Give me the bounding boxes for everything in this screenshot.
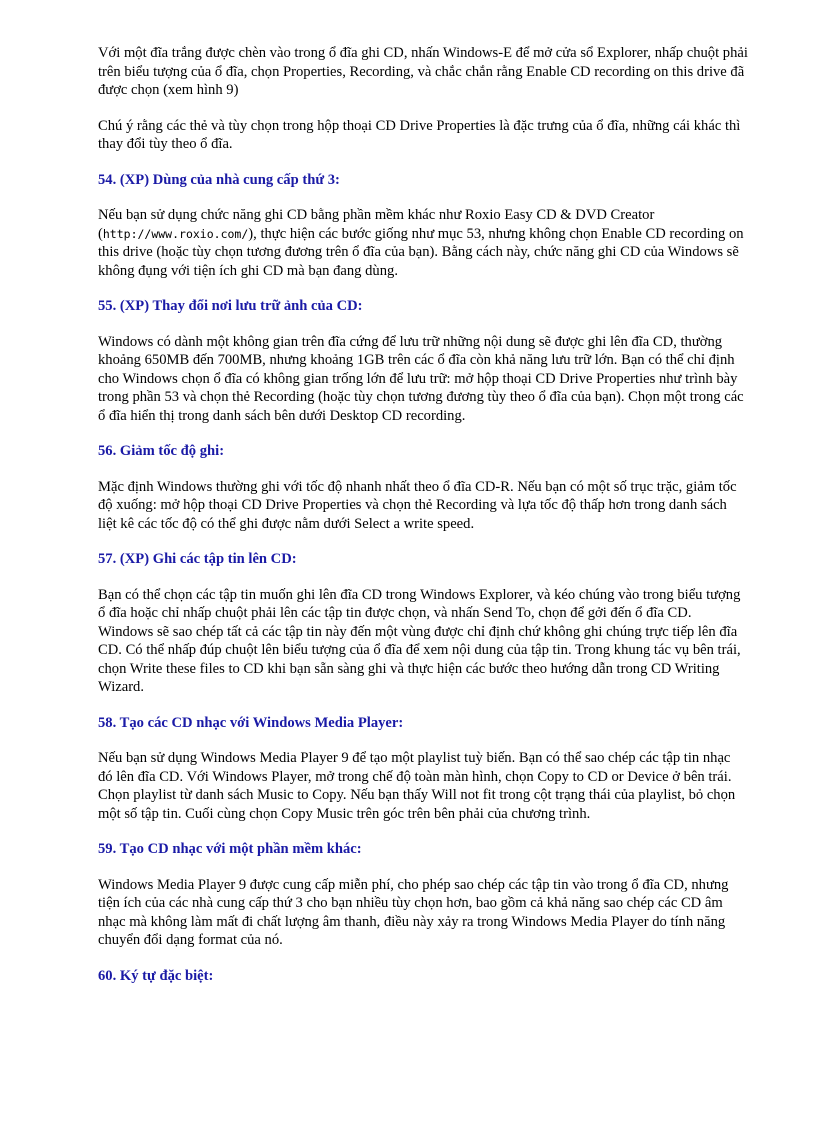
section-60-heading: 60. Ký tự đặc biệt: bbox=[98, 967, 214, 984]
section-54-text-before-link: Nếu bạn sử dụng chức năng ghi CD bằng phần mềm khác như Roxio Easy CD & DVD Creator ( bbox=[98, 207, 655, 242]
section-59-heading: 59. Tạo CD nhạc với một phần mềm khác: bbox=[98, 841, 362, 857]
section-54-body bbox=[98, 206, 748, 280]
section-54-text-after-link: ), thực hiện các bước giống như mục 53, nhưng không chọn Enable CD recording on this drive (hoặc tùy chọn tương đương trên ổ đĩa của bạn). Bằng cách này, chức năng ghi CD của Windows sẽ không đụng với tiện ích ghi CD mà bạn đang dùng. bbox=[98, 225, 744, 279]
section-55-body: Windows có dành một không gian trên đĩa cứng để lưu trữ những nội dung sẽ được ghi lên đĩa CD, thường khoảng 650MB đến 700MB, nhưng khoảng 1GB trên các ổ đĩa còn khả năng lưu trữ lớn. Bạn có thể chỉ định cho Windows chọn ổ đĩa có không gian trống lớn để lưu trữ: mở hộp thoại CD Drive Properties như trình bày trong phần 53 và chọn thẻ Recording (hoặc tùy chọn tương đương tùy theo ổ đĩa của bạn). Chọn một trong các ổ đĩa hiển thị trong danh sách bên dưới Desktop CD recording. bbox=[98, 333, 744, 424]
section-57-body: Bạn có thể chọn các tập tin muốn ghi lên đĩa CD trong Windows Explorer, và kéo chúng vào trong biểu tượng ổ đĩa hoặc chỉ nhấp chuột phải lên các tập tin được chọn, và nhấn Send To, chọn để gởi đến ổ đĩa CD. Windows sẽ sao chép tất cả các tập tin này đến một vùng được chỉ định chứ không ghi chúng trực tiếp lên đĩa CD. Có thể nhấp đúp chuột lên biểu tượng của ổ đĩa để xem nội dung của tập tin. Trong khung tác vụ bên trái, chọn Write these files to CD khi bạn sẵn sàng ghi và thực hiện các bước theo hướng dẫn trong CD Writing Wizard. bbox=[98, 586, 741, 695]
section-54-heading: 54. (XP) Dùng của nhà cung cấp thứ 3: bbox=[98, 171, 340, 188]
roxio-url: http://www.roxio.com/ bbox=[102, 226, 249, 241]
section-56-body: Mặc định Windows thường ghi với tốc độ nhanh nhất theo ổ đĩa CD-R. Nếu bạn có một số trục trặc, giảm tốc độ xuống: mở hộp thoại CD Drive Properties và chọn thẻ Recording và lựa tốc độ thấp hơn trong danh sách liệt kê các tốc độ có thể ghi được nằm dưới Select a write speed. bbox=[98, 478, 737, 532]
section-58-body: Nếu bạn sử dụng Windows Media Player 9 để tạo một playlist tuỳ biến. Bạn có thể sao chép các tập tin nhạc đó lên đĩa CD. Với Windows Player, mở trong chế độ toàn màn hình, chọn Copy to CD or Device ở bên trái. Chọn playlist từ danh sách Music to Copy. Nếu bạn thấy Will not fit trong cột trạng thái của playlist, bỏ chọn một số tập tin. Cuối cùng chọn Copy Music trên góc trên bên phải của chương trình. bbox=[98, 750, 736, 822]
document-page bbox=[98, 44, 748, 1002]
intro-paragraph-2: Chú ý rằng các thẻ và tùy chọn trong hộp thoại CD Drive Properties là đặc trưng của ổ đĩa, những cái khác thì thay đổi tùy theo ổ đĩa. bbox=[98, 117, 741, 152]
section-56-heading: 56. Giảm tốc độ ghi: bbox=[98, 443, 225, 459]
section-59-body: Windows Media Player 9 được cung cấp miễn phí, cho phép sao chép các tập tin vào trong ổ đĩa CD, nhưng tiện ích của các nhà cung cấp thứ 3 cho bạn nhiều tùy chọn hơn, bao gồm cả khả năng sao chép các CD âm nhạc mà không làm mất đi chất lượng âm thanh, điều này xảy ra trong Windows Media Player do tính năng chuyển đổi dạng format của nó. bbox=[98, 876, 729, 948]
section-55-heading: 55. (XP) Thay đổi nơi lưu trữ ảnh của CD: bbox=[98, 298, 363, 314]
section-58-heading: 58. Tạo các CD nhạc với Windows Media Player: bbox=[98, 714, 404, 731]
section-57-heading: 57. (XP) Ghi các tập tin lên CD: bbox=[98, 551, 297, 567]
intro-paragraph-1: Với một đĩa trắng được chèn vào trong ổ đĩa ghi CD, nhấn Windows-E để mở cửa sổ Explorer, nhấp chuột phải trên biểu tượng của ổ đĩa, chọn Properties, Recording, và chắc chắn rằng Enable CD recording on this drive đã được chọn (xem hình 9) bbox=[98, 45, 748, 98]
